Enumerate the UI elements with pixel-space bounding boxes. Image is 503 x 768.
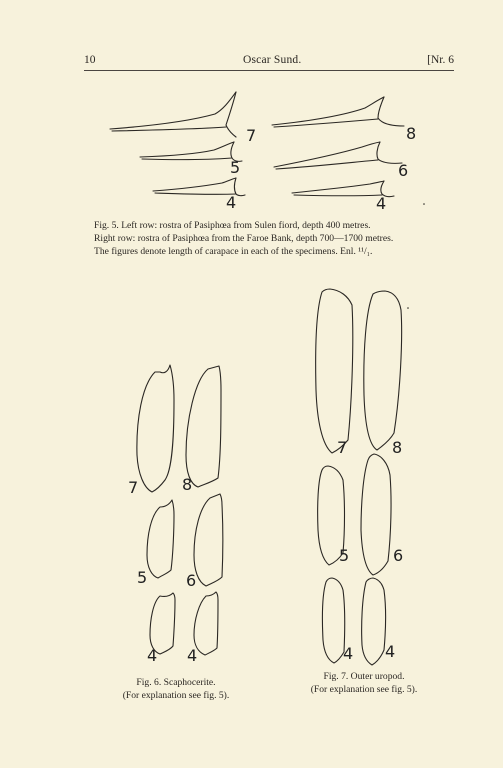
fig5-caption-line2: Right row: rostra of Pasiphœa from the Faroe Bank, depth 700—1700 metres. (94, 233, 394, 244)
fig5-caption-line1: Fig. 5. Left row: rostra of Pasiphœa from Sulen fiord, depth 400 metres. (94, 220, 371, 231)
fig6-scaphocerite-5 (147, 500, 174, 578)
fig6-caption-line2: (For explanation see fig. 5). (122, 690, 230, 701)
fig7-uropod-4-right (362, 578, 386, 665)
fig6-scaphocerite-8 (186, 366, 221, 487)
fig7-uropod-7 (316, 289, 353, 453)
fig6-label-3: 5 (137, 568, 148, 587)
series-number: [Nr. 6 (427, 54, 454, 66)
fig7-caption-line1: Fig. 7. Outer uropod. (323, 671, 405, 682)
fig7-caption (284, 670, 444, 696)
fig7-uropod-4-left (322, 578, 344, 663)
fig6-scaphocerite-6 (194, 494, 223, 586)
speck (407, 307, 409, 309)
page-number: 10 (84, 54, 96, 66)
fig6-scaphocerite-4-right (194, 592, 218, 655)
fig7-label-1: 7 (337, 438, 348, 457)
fig5-caption-line3: The figures denote length of carapace in each of the specimens. Enl. ¹¹/₁. (94, 246, 373, 257)
fig5-rostrum-left-7 (110, 92, 236, 137)
fig6-label-6: 4 (187, 646, 198, 665)
fig7-label-3: 5 (339, 546, 350, 565)
fig5-rostrum-right-8 (272, 97, 404, 127)
fig6-label-2: 8 (182, 475, 193, 494)
fig5-label-left-3: 4 (226, 193, 237, 212)
fig5-caption (94, 219, 454, 258)
fig5-label-right-3: 4 (376, 194, 387, 213)
fig6-caption-line1: Fig. 6. Scaphocerite. (136, 677, 216, 688)
fig7-label-4: 6 (393, 546, 404, 565)
fig5-label-left-1: 7 (246, 126, 257, 145)
fig7-label-6: 4 (385, 642, 396, 661)
fig5-rostrum-right-6 (274, 142, 402, 169)
fig7-uropod-6 (361, 454, 391, 575)
fig5-label-left-2: 5 (230, 158, 241, 177)
fig6-caption (96, 676, 256, 702)
fig6-scaphocerite-7 (137, 365, 174, 492)
speck (423, 203, 425, 205)
fig5-label-right-2: 6 (398, 161, 409, 180)
fig6-label-4: 6 (186, 571, 197, 590)
fig7-uropod-8 (364, 291, 402, 450)
fig7-label-2: 8 (392, 438, 403, 457)
fig6-scaphocerite-4-left (150, 593, 175, 654)
fig5-label-right-1: 8 (406, 124, 417, 143)
fig7-caption-line2: (For explanation see fig. 5). (310, 684, 418, 695)
running-author: Oscar Sund. (243, 54, 302, 66)
fig5-rostrum-left-5 (140, 142, 242, 161)
fig7-label-5: 4 (343, 644, 354, 663)
fig6-label-5: 4 (147, 646, 158, 665)
fig6-label-1: 7 (128, 478, 139, 497)
